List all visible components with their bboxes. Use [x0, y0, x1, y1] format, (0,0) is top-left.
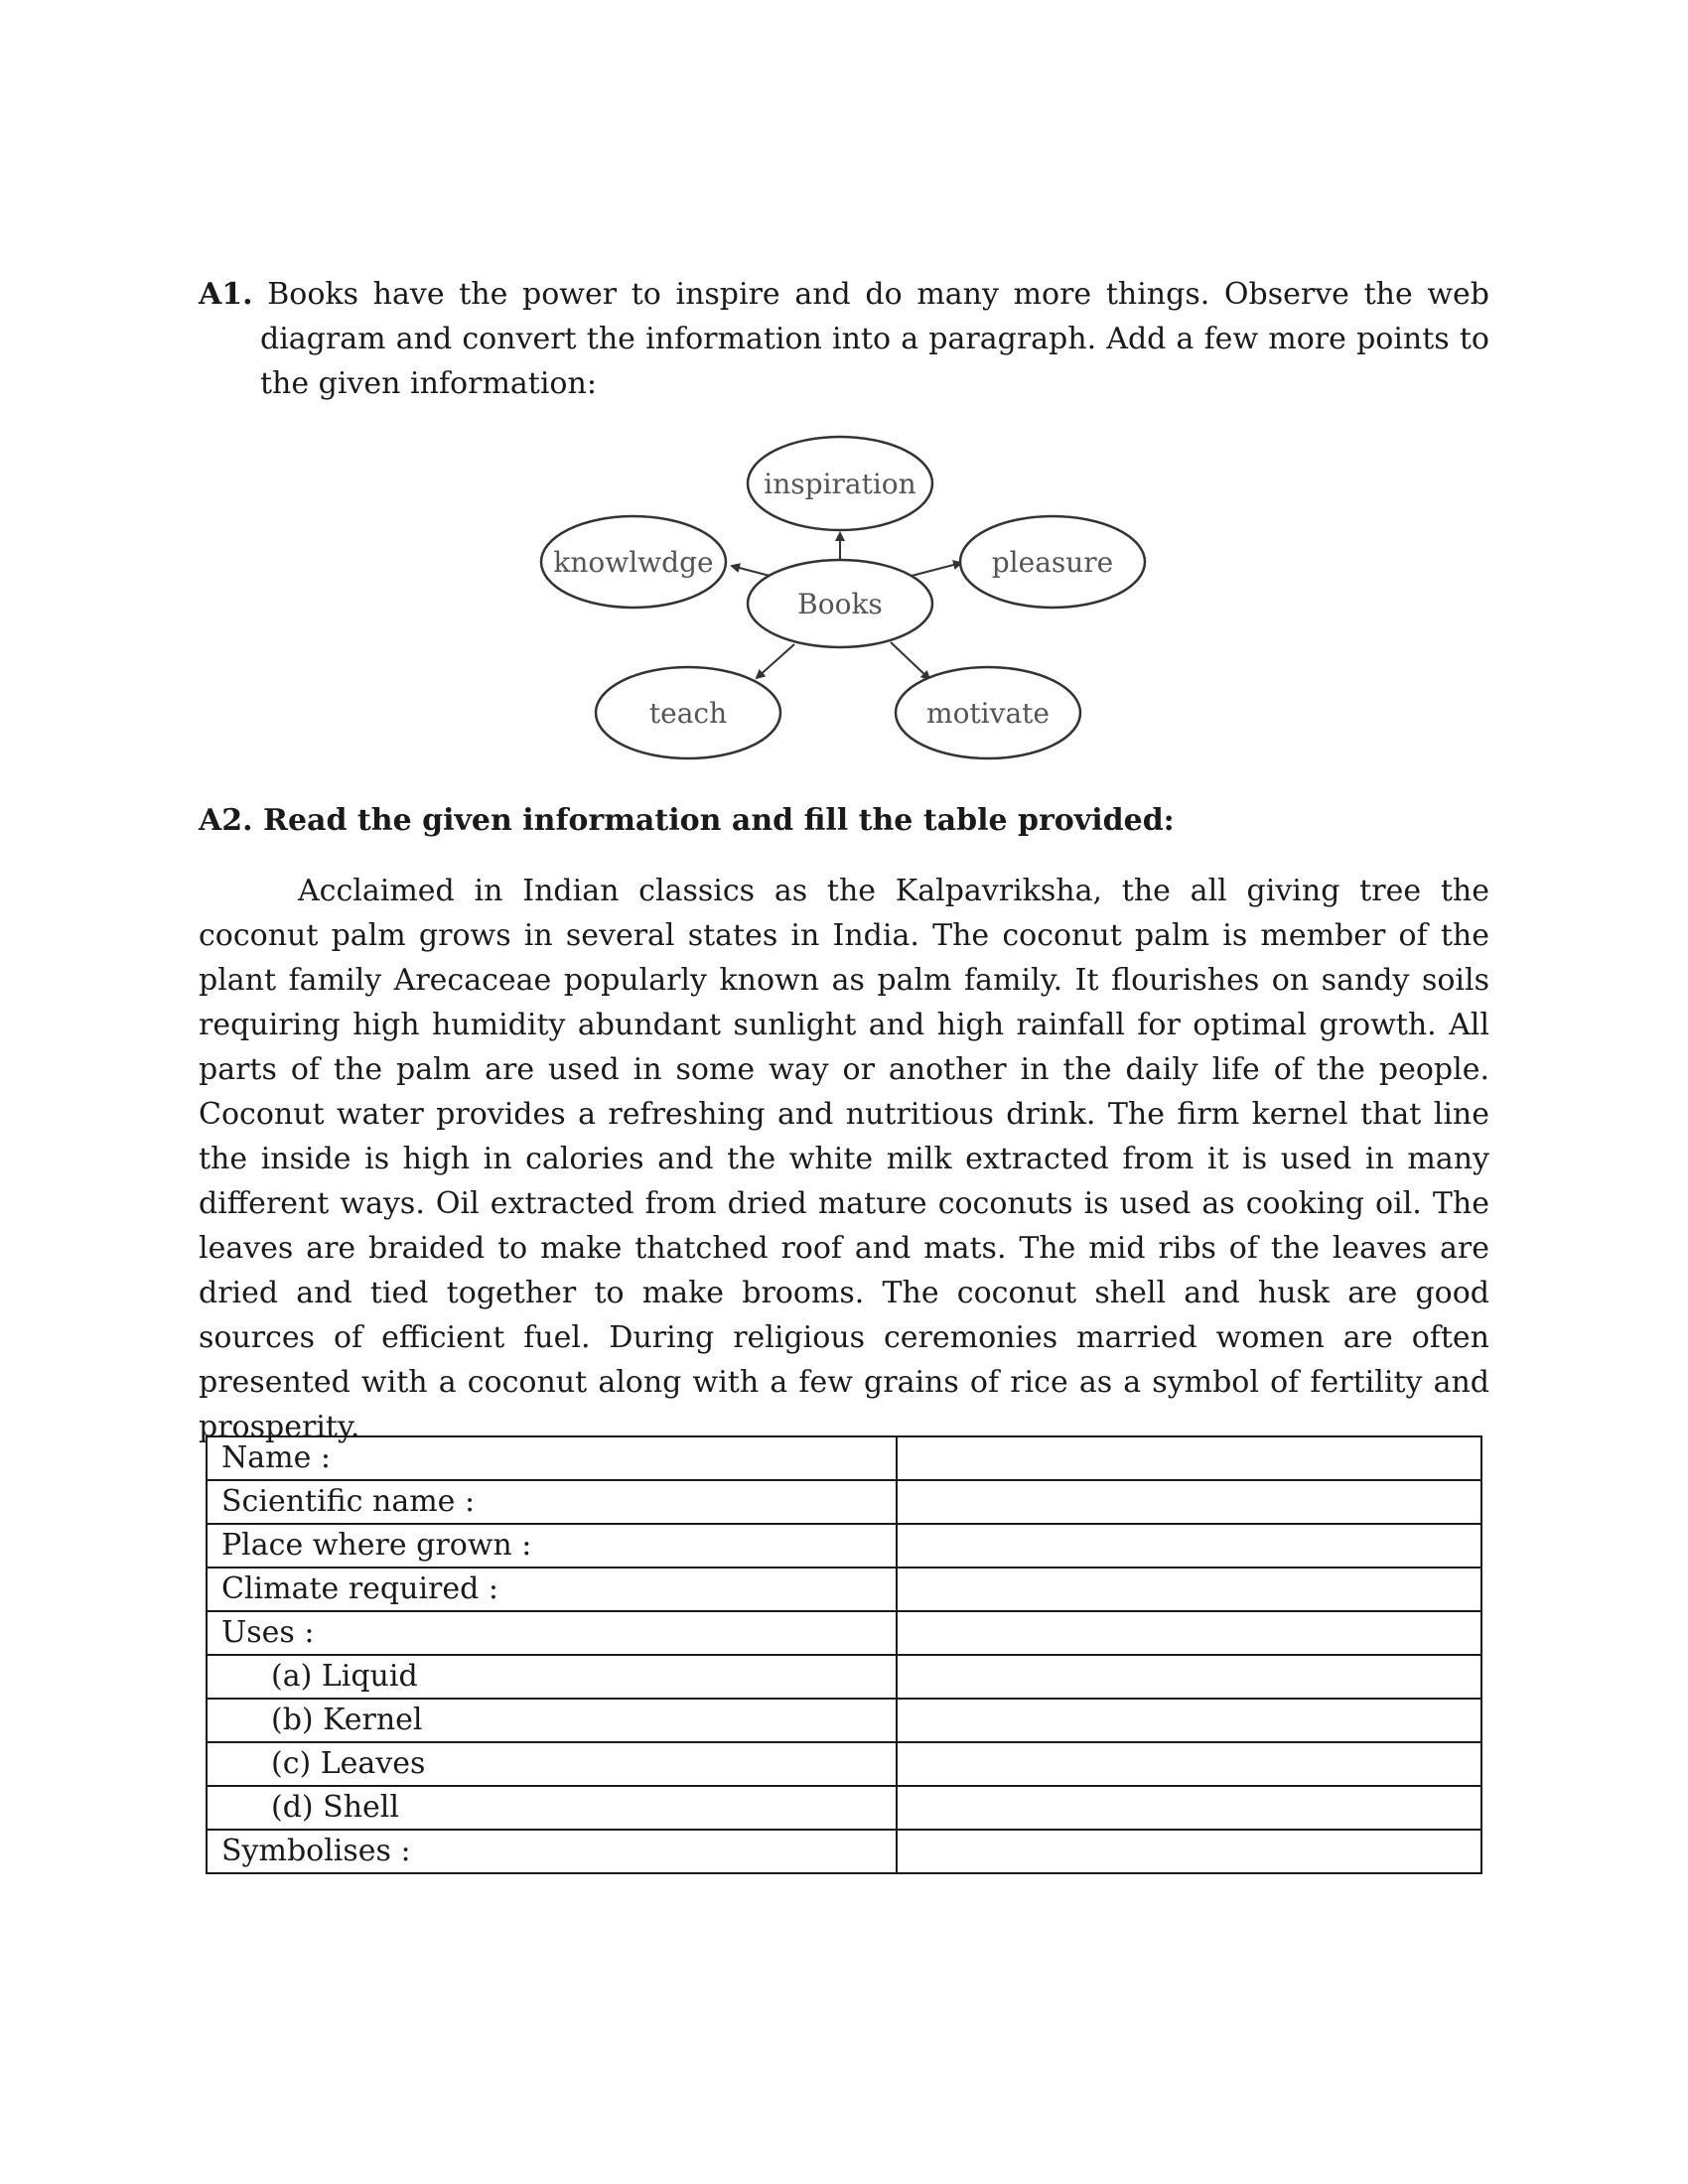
- node-pleasure-label: pleasure: [991, 546, 1114, 579]
- table-row: [207, 1436, 1481, 1480]
- table-row: [207, 1655, 1481, 1699]
- question-a1-text: [199, 272, 1489, 406]
- answer-cell[interactable]: [897, 1568, 1481, 1611]
- answer-cell[interactable]: [897, 1436, 1481, 1480]
- table-row: [207, 1480, 1481, 1524]
- table-row: [207, 1830, 1481, 1873]
- answer-cell[interactable]: [897, 1699, 1481, 1742]
- row-label-climate: Climate required :: [207, 1568, 897, 1611]
- row-label-name: Name :: [207, 1436, 897, 1480]
- arrow-to-motivate: [891, 642, 929, 679]
- row-label-leaves: (c) Leaves: [207, 1742, 897, 1786]
- question-a2-heading: A2. Read the given information and fill the table provided:: [199, 803, 1175, 838]
- answer-cell[interactable]: [897, 1830, 1481, 1873]
- arrow-to-teach: [757, 644, 794, 678]
- question-a1-number: A1.: [199, 277, 253, 312]
- coconut-passage: Acclaimed in Indian classics as the Kalpavriksha, the all giving tree the coconut palm grows in several states in India. The coconut palm is member of the plant family Arecaceae popularly known as palm family. It flourishes on sandy soils requiring high humidity abundant sunlight and high rainfall for optimal growth. All parts of the palm are used in some way or another in the daily life of the people. Coconut water provides a refreshing and nutritious drink. The firm kernel that line the inside is high in calories and the white milk extracted from it is used in many different ways. Oil extracted from dried mature coconuts is used as cooking oil. The leaves are braided to make thatched roof and mats. The mid ribs of the leaves are dried and tied together to make brooms. The coconut shell and husk are good sources of efficient fuel. During religious ceremonies married women are often presented with a coconut along with a few grains of rice as a symbol of fertility and prosperity.: [199, 874, 1489, 1444]
- node-teach-label: teach: [648, 697, 728, 730]
- table-row: [207, 1786, 1481, 1830]
- node-motivate-label: motivate: [926, 697, 1050, 730]
- node-books-label: Books: [797, 588, 883, 620]
- table-row: [207, 1611, 1481, 1655]
- row-label-uses: Uses :: [207, 1611, 897, 1655]
- answer-cell[interactable]: [897, 1742, 1481, 1786]
- row-label-kernel: (b) Kernel: [207, 1699, 897, 1742]
- row-label-symbolises: Symbolises :: [207, 1830, 897, 1873]
- table-row: [207, 1699, 1481, 1742]
- answer-cell[interactable]: [897, 1611, 1481, 1655]
- web-diagram: [536, 433, 1152, 770]
- node-knowledge-label: knowlwdge: [553, 546, 714, 579]
- row-label-place-grown: Place where grown :: [207, 1524, 897, 1568]
- table-row: [207, 1568, 1481, 1611]
- node-inspiration-label: inspiration: [764, 468, 916, 500]
- answer-cell[interactable]: [897, 1480, 1481, 1524]
- row-label-liquid: (a) Liquid: [207, 1655, 897, 1699]
- question-a1: [199, 272, 1489, 406]
- row-label-shell: (d) Shell: [207, 1786, 897, 1830]
- question-a1-body: Books have the power to inspire and do many more things. Observe the web diagram and convert the information into a paragraph. Add a few more points to the given information:: [260, 277, 1489, 401]
- table-row: [207, 1742, 1481, 1786]
- answer-cell[interactable]: [897, 1655, 1481, 1699]
- table-row: [207, 1524, 1481, 1568]
- row-label-scientific-name: Scientific name :: [207, 1480, 897, 1524]
- answer-cell[interactable]: [897, 1524, 1481, 1568]
- fill-in-table: [206, 1435, 1482, 1874]
- answer-cell[interactable]: [897, 1786, 1481, 1830]
